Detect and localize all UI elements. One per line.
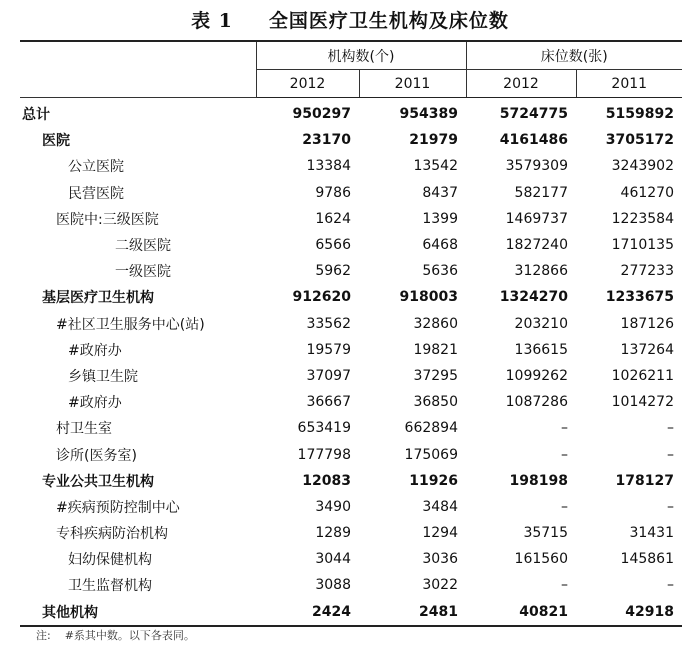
cell-value: 950297 <box>292 106 351 123</box>
table-row <box>20 389 682 415</box>
row-label: 其他机构 <box>20 599 256 626</box>
table-row <box>20 494 682 520</box>
row-label: 专业公共卫生机构 <box>42 473 154 490</box>
cell-value: 653419 <box>297 420 351 437</box>
cell-value: 1099262 <box>505 367 568 384</box>
cell-value: 3088 <box>315 577 351 594</box>
cell-value: 23170 <box>302 132 351 149</box>
cell-value: 1624 <box>315 210 351 227</box>
cell-value: 187126 <box>620 315 674 332</box>
cell-value: 161560 <box>514 551 568 568</box>
cell-value: 1294 <box>422 525 458 542</box>
cell-value: 6566 <box>315 237 351 254</box>
cell-value: 1469737 <box>505 210 568 227</box>
table-row <box>20 232 682 258</box>
cell-value: 582177 <box>514 184 568 201</box>
cell-value: 1233675 <box>605 289 674 306</box>
row-label: 医院 <box>42 133 70 150</box>
cell-value: 36667 <box>306 394 351 411</box>
cell-value: 3044 <box>315 551 351 568</box>
cell-value: 136615 <box>514 341 568 358</box>
note-key: 注: <box>36 629 51 642</box>
row-label: 村卫生室 <box>56 421 112 438</box>
row-label: 医院中:三级医院 <box>56 211 159 228</box>
header-beds: 床位数(张) <box>466 41 682 70</box>
table-row <box>20 98 682 128</box>
cell-value: 1324270 <box>499 289 568 306</box>
cell-value: 203210 <box>514 315 568 332</box>
cell-value: 3705172 <box>605 132 674 149</box>
row-label: 公立医院 <box>68 159 124 176</box>
cell-value: 198198 <box>509 472 568 489</box>
table-row <box>20 153 682 179</box>
cell-value: – <box>561 446 568 463</box>
cell-value: 9786 <box>315 184 351 201</box>
cell-value: 32860 <box>413 315 458 332</box>
cell-value: 33562 <box>306 315 351 332</box>
row-label: 二级医院 <box>115 238 171 255</box>
cell-value: 177798 <box>297 446 351 463</box>
cell-value: 3484 <box>422 498 458 515</box>
cell-value: 145861 <box>620 551 674 568</box>
row-label: #政府办 <box>68 395 122 412</box>
cell-value: 5159892 <box>605 106 674 123</box>
row-label: #疾病预防控制中心 <box>56 499 180 516</box>
cell-value: 12083 <box>302 472 351 489</box>
cell-value: 3022 <box>422 577 458 594</box>
cell-value: 1710135 <box>611 237 674 254</box>
table-title <box>0 6 700 33</box>
table-row <box>20 520 682 546</box>
row-label: 卫生监督机构 <box>68 578 152 595</box>
table-row <box>20 415 682 441</box>
cell-value: 31431 <box>629 525 674 542</box>
table-row <box>20 258 682 284</box>
table-number: 表 1 <box>191 10 233 32</box>
table-row <box>20 441 682 467</box>
cell-value: 21979 <box>409 132 458 149</box>
cell-value: 5724775 <box>499 106 568 123</box>
cell-value: 461270 <box>620 184 674 201</box>
cell-value: 918003 <box>399 289 458 306</box>
cell-value: 312866 <box>514 263 568 280</box>
cell-value: 1087286 <box>505 394 568 411</box>
cell-value: 1289 <box>315 525 351 542</box>
table-note <box>36 627 195 643</box>
cell-value: 2481 <box>359 599 466 626</box>
cell-value: 13542 <box>413 158 458 175</box>
cell-value: 1026211 <box>611 367 674 384</box>
cell-value: 1223584 <box>611 210 674 227</box>
cell-value: 5962 <box>315 263 351 280</box>
table-row <box>20 363 682 389</box>
cell-value: 6468 <box>422 237 458 254</box>
table-row <box>20 180 682 206</box>
table-row <box>20 599 682 626</box>
cell-value: – <box>667 420 674 437</box>
table-row <box>20 468 682 494</box>
cell-value: 4161486 <box>499 132 568 149</box>
cell-value: 40821 <box>466 599 576 626</box>
row-label: #社区卫生服务中心(站) <box>56 316 205 333</box>
row-label: 妇幼保健机构 <box>68 552 152 569</box>
cell-value: – <box>667 577 674 594</box>
cell-value: 11926 <box>409 472 458 489</box>
cell-value: 178127 <box>615 472 674 489</box>
cell-value: – <box>561 498 568 515</box>
row-label: 基层医疗卫生机构 <box>42 290 154 307</box>
cell-value: – <box>667 446 674 463</box>
cell-value: 37295 <box>413 367 458 384</box>
data-table <box>20 40 682 627</box>
cell-value: 1014272 <box>611 394 674 411</box>
header-year-beds-2011: 2011 <box>576 70 682 98</box>
cell-value: 5636 <box>422 263 458 280</box>
cell-value: 37097 <box>306 367 351 384</box>
row-label: 总计 <box>22 107 50 124</box>
cell-value: 35715 <box>523 525 568 542</box>
row-label: 民营医院 <box>68 185 124 202</box>
cell-value: 19579 <box>306 341 351 358</box>
row-label: #政府办 <box>68 342 122 359</box>
row-label: 诊所(医务室) <box>56 447 137 464</box>
header-blank <box>20 41 256 98</box>
header-year-inst-2011: 2011 <box>359 70 466 98</box>
cell-value: 912620 <box>292 289 351 306</box>
cell-value: 277233 <box>620 263 674 280</box>
table-row <box>20 546 682 572</box>
row-label: 专科疾病防治机构 <box>56 526 168 543</box>
cell-value: 3243902 <box>611 158 674 175</box>
cell-value: 3490 <box>315 498 351 515</box>
cell-value: 19821 <box>413 341 458 358</box>
cell-value: 36850 <box>413 394 458 411</box>
cell-value: 1399 <box>422 210 458 227</box>
row-label: 乡镇卫生院 <box>68 368 138 385</box>
cell-value: 1827240 <box>505 237 568 254</box>
header-year-inst-2012: 2012 <box>256 70 359 98</box>
table-row <box>20 572 682 598</box>
table-row <box>20 337 682 363</box>
cell-value: – <box>561 420 568 437</box>
cell-value: – <box>667 498 674 515</box>
cell-value: 3036 <box>422 551 458 568</box>
cell-value: 175069 <box>404 446 458 463</box>
header-institutions: 机构数(个) <box>256 41 466 70</box>
row-label: 一级医院 <box>115 264 171 281</box>
cell-value: 137264 <box>620 341 674 358</box>
cell-value: 42918 <box>576 599 682 626</box>
table-row <box>20 206 682 232</box>
cell-value: 662894 <box>404 420 458 437</box>
cell-value: 2424 <box>256 599 359 626</box>
note-text: #系其中数。以下各表同。 <box>64 629 195 642</box>
table-row <box>20 311 682 337</box>
cell-value: 13384 <box>306 158 351 175</box>
table-row <box>20 127 682 153</box>
cell-value: – <box>561 577 568 594</box>
header-year-beds-2012: 2012 <box>466 70 576 98</box>
table-row <box>20 284 682 310</box>
cell-value: 954389 <box>399 106 458 123</box>
table-title-text: 全国医疗卫生机构及床位数 <box>268 10 509 32</box>
cell-value: 3579309 <box>505 158 568 175</box>
cell-value: 8437 <box>422 184 458 201</box>
